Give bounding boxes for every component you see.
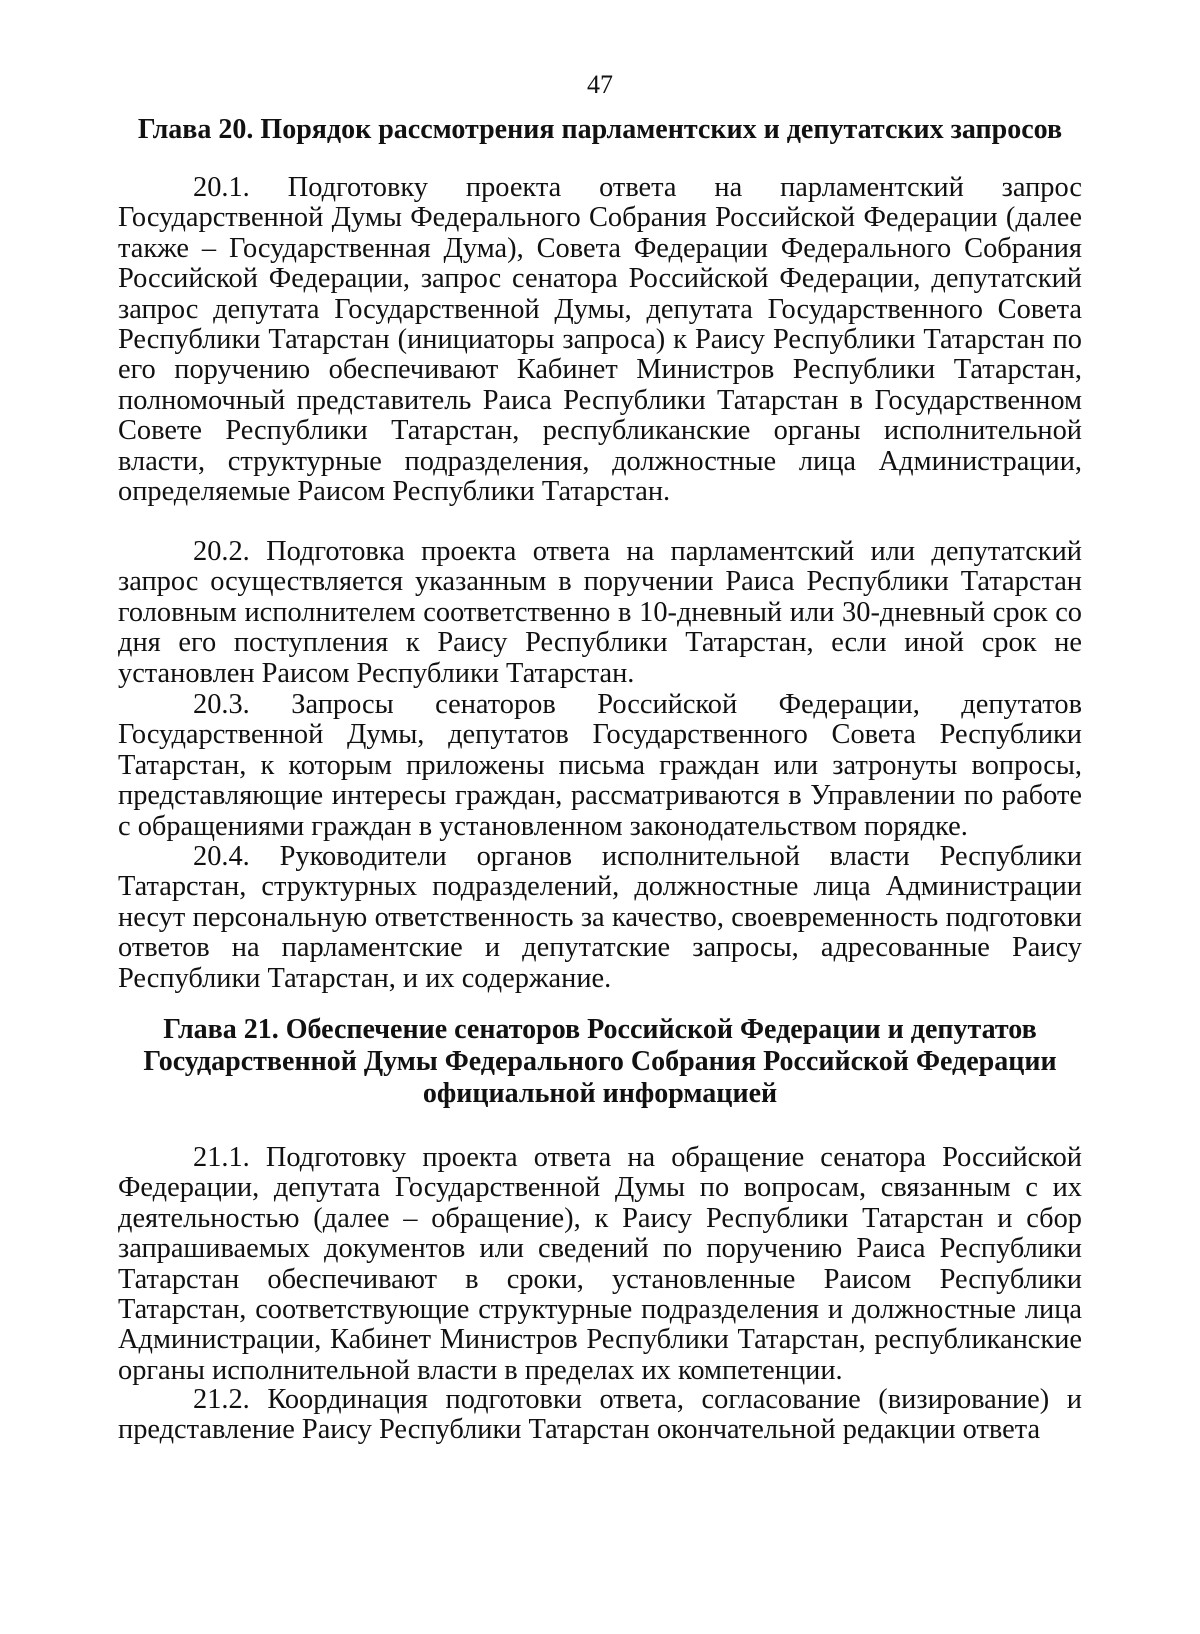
chapter-21-title xyxy=(118,1014,1082,1110)
page-number: 47 xyxy=(587,70,613,99)
chapter-21-title-line: Глава 21. Обеспечение сенаторов Российской Федерации и депутатов xyxy=(163,1014,1037,1045)
paragraph-21-2 xyxy=(118,1385,1082,1446)
paragraph-text: Подготовка проекта ответа на парламентский или депутатский запрос осуществляется указанным в поручении Раиса Республики Татарстан головным исполнителем соответственно в 10-дневный или 30-дневный срок со дня его поступления к Раису Республики Татарстан, если иной срок не установлен Раисом Республики Татарстан. xyxy=(118,536,1082,689)
paragraph-text: Координация подготовки ответа, согласование (визирование) и представление Раису Республики Татарстан окончательной редакции ответа xyxy=(118,1384,1082,1446)
chapter-20-title: Глава 20. Порядок рассмотрения парламентских и депутатских запросов xyxy=(137,114,1063,145)
paragraph-text: Руководители органов исполнительной власти Республики Татарстан, структурных подразделений, должностные лица Администрации несут персональную ответственность за качество, своевременность подготовки ответов на парламентские и депутатские запросы, адресованные Раису Республики Татарстан, и их содержание. xyxy=(118,841,1082,994)
paragraph-20-1 xyxy=(118,173,1082,507)
chapter-21-title-line: официальной информацией xyxy=(422,1078,778,1109)
paragraph-number: 20.4. xyxy=(193,841,250,872)
paragraph-number: 20.2. xyxy=(193,536,250,567)
paragraph-20-2 xyxy=(118,537,1082,689)
paragraph-text: Подготовку проекта ответа на парламентский запрос Государственной Думы Федерального Собрания Российской Федерации (далее также – Государственная Дума), Совета Федерации Федерального Собрания Российской Федерации, запрос сенатора Российской Федерации, депутатский запрос депутата Государственной Думы, депутата Государственного Совета Республики Татарстан (инициаторы запроса) к Раису Республики Татарстан по его поручению обеспечивают Кабинет Министров Республики Татарстан, полномочный представитель Раиса Республики Татарстан в Государственном Совете Республики Татарстан, республиканские органы исполнительной власти, структурные подразделения, должностные лица Администрации, определяемые Раисом Республики Татарстан. xyxy=(118,172,1082,508)
paragraph-number: 20.3. xyxy=(193,689,250,720)
paragraph-20-3 xyxy=(118,690,1082,842)
paragraph-number: 21.1. xyxy=(193,1142,250,1173)
paragraph-text: Подготовку проекта ответа на обращение сенатора Российской Федерации, депутата Государственной Думы по вопросам, связанным с их деятельностью (далее – обращение), к Раису Республики Татарстан и сбор запрашиваемых документов или сведений по поручению Раиса Республики Татарстан обеспечивают в сроки, установленные Раисом Республики Татарстан, соответствующие структурные подразделения и должностные лица Администрации, Кабинет Министров Республики Татарстан, республиканские органы исполнительной власти в пределах их компетенции. xyxy=(118,1142,1082,1386)
paragraph-20-4 xyxy=(118,842,1082,994)
paragraph-number: 21.2. xyxy=(193,1384,250,1415)
chapter-21-title-line: Государственной Думы Федерального Собрания Российской Федерации xyxy=(143,1046,1057,1077)
paragraph-21-1 xyxy=(118,1143,1082,1386)
paragraph-number: 20.1. xyxy=(193,172,250,203)
paragraph-text: Запросы сенаторов Российской Федерации, депутатов Государственной Думы, депутатов Государственного Совета Республики Татарстан, к которым приложены письма граждан или затронуты вопросы, представляющие интересы граждан, рассматриваются в Управлении по работе с обращениями граждан в установленном законодательством порядке. xyxy=(118,689,1082,842)
